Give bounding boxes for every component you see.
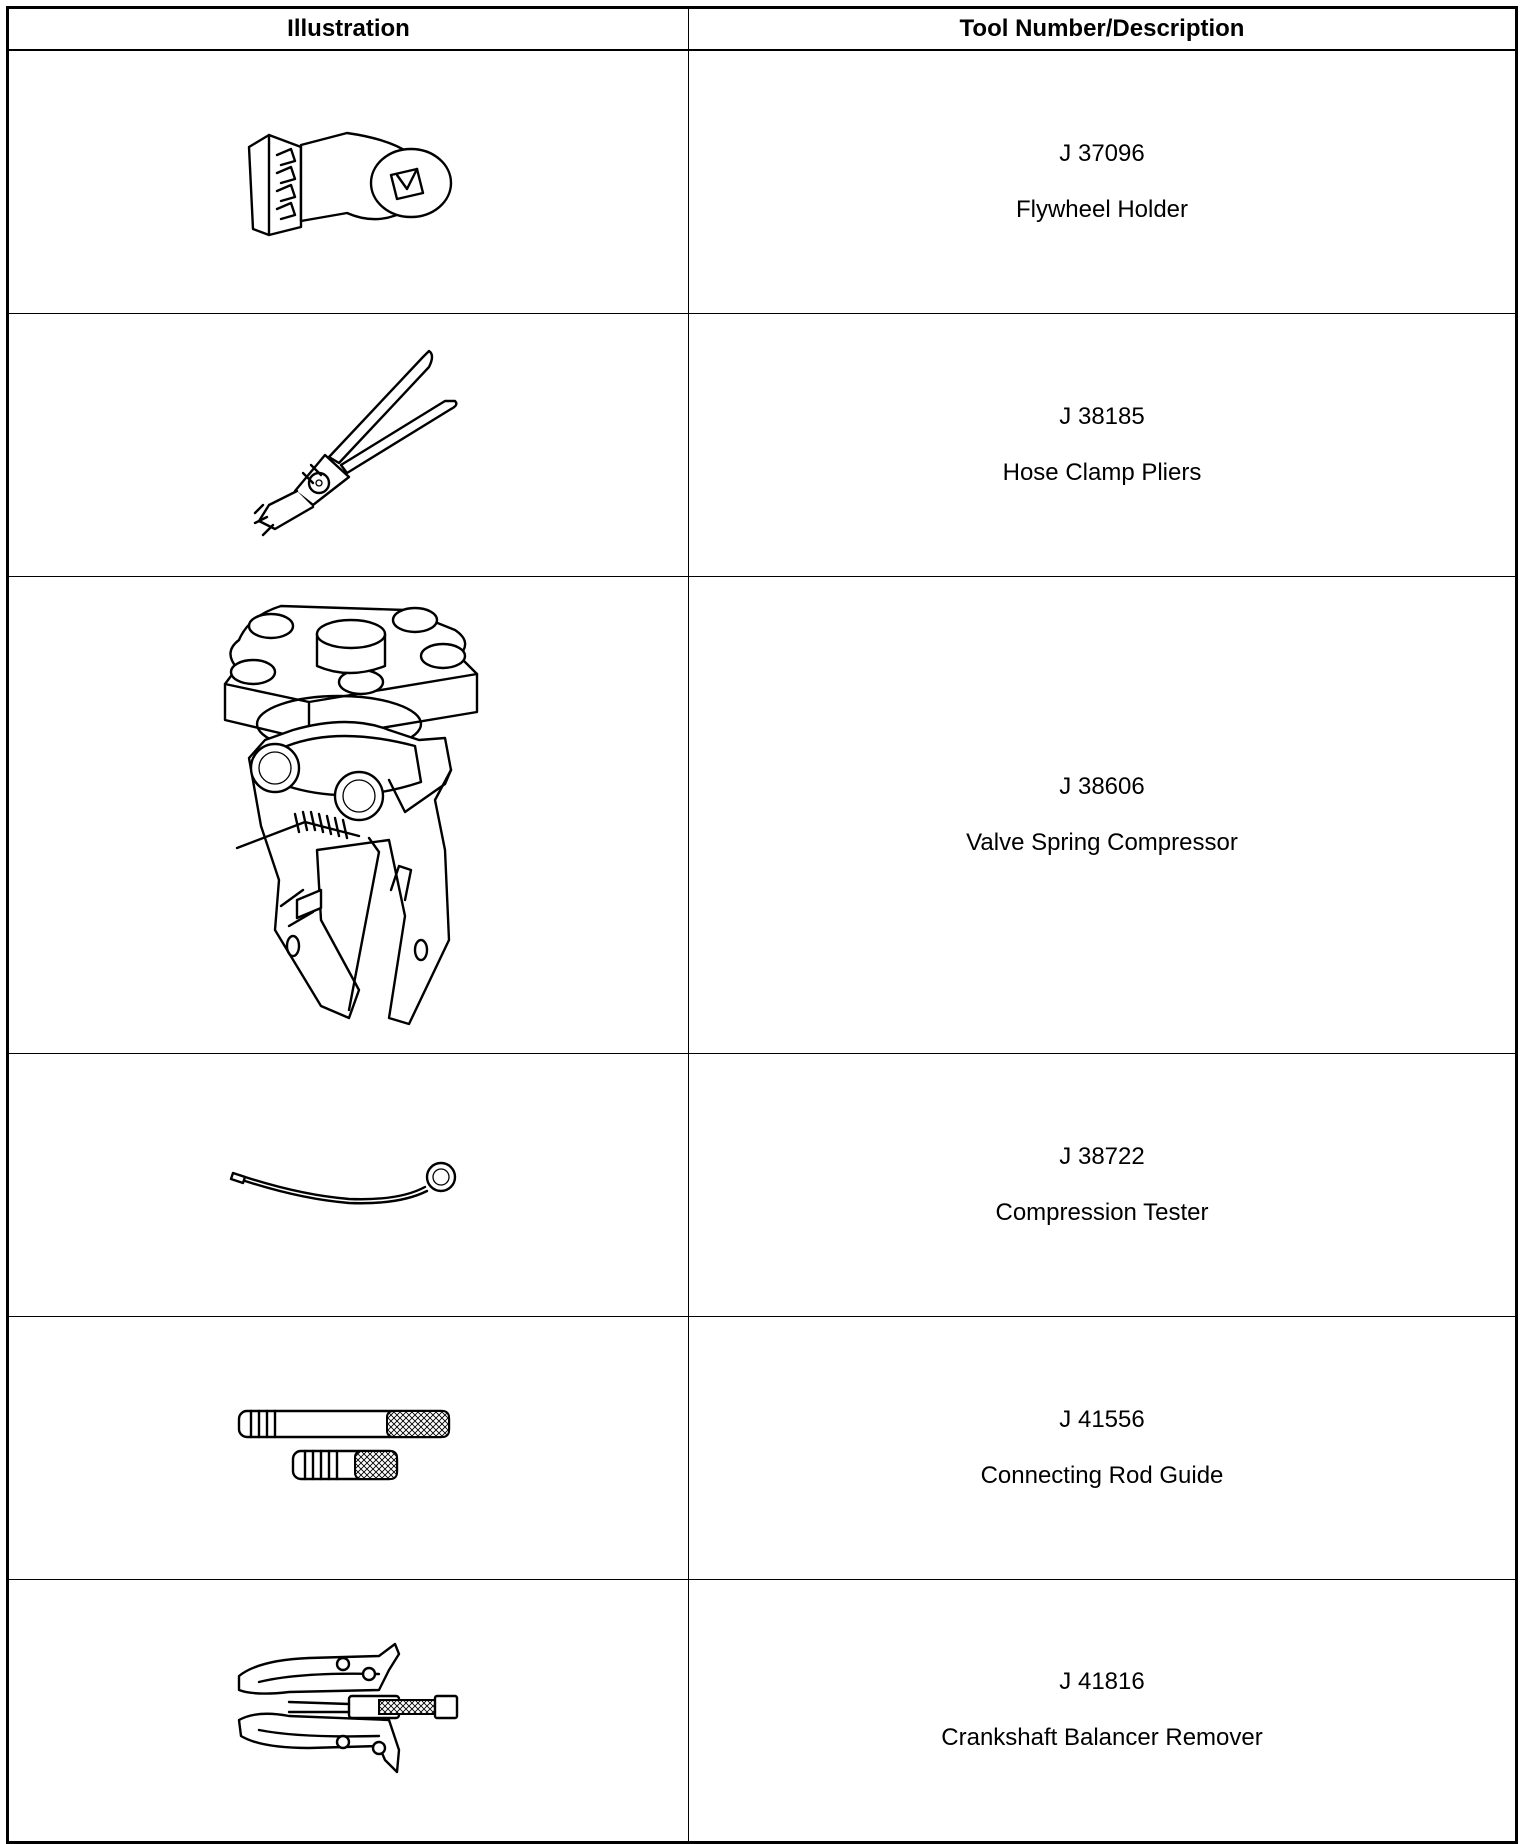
column-header-tool: Tool Number/Description (689, 8, 1517, 51)
tool-description-cell (689, 1053, 1517, 1316)
table-row (8, 1579, 1517, 1842)
hose-clamp-pliers-icon (229, 345, 469, 545)
tool-description-cell (689, 1579, 1517, 1842)
tool-number: J 38722 (1059, 1142, 1145, 1170)
illustration-cell (8, 1316, 689, 1579)
table-row (8, 576, 1517, 1053)
illustration-cell (8, 50, 689, 313)
valve-spring-compressor-icon (209, 590, 489, 1040)
tool-name: Valve Spring Compressor (966, 828, 1238, 856)
tool-number: J 38606 (1059, 772, 1145, 800)
table-row (8, 50, 1517, 313)
table-header-row (8, 8, 1517, 51)
tool-number: J 41556 (1059, 1405, 1145, 1433)
tool-description-cell (689, 50, 1517, 313)
tool-number: J 37096 (1059, 139, 1145, 167)
tool-name: Compression Tester (995, 1198, 1209, 1226)
tool-name: Flywheel Holder (1015, 195, 1189, 223)
tool-description-cell (689, 576, 1517, 1053)
table-row (8, 313, 1517, 576)
connecting-rod-guide-icon (229, 1403, 469, 1493)
table-row (8, 1316, 1517, 1579)
column-header-illustration: Illustration (8, 8, 689, 51)
tool-description-cell (689, 313, 1517, 576)
tool-number: J 38185 (1059, 402, 1145, 430)
tool-name: Crankshaft Balancer Remover (941, 1724, 1263, 1751)
special-tools-table (6, 6, 1518, 1844)
flywheel-holder-icon (229, 117, 469, 247)
crankshaft-balancer-remover-icon (229, 1640, 469, 1780)
compression-tester-icon (229, 1155, 469, 1215)
illustration-cell (8, 1579, 689, 1842)
table-row (8, 1053, 1517, 1316)
tool-description-cell (689, 1316, 1517, 1579)
illustration-cell (8, 313, 689, 576)
tool-name: Hose Clamp Pliers (1002, 458, 1202, 486)
tool-number: J 41816 (1059, 1668, 1145, 1695)
illustration-cell (8, 1053, 689, 1316)
tool-name: Connecting Rod Guide (980, 1461, 1224, 1489)
illustration-cell (8, 576, 689, 1053)
